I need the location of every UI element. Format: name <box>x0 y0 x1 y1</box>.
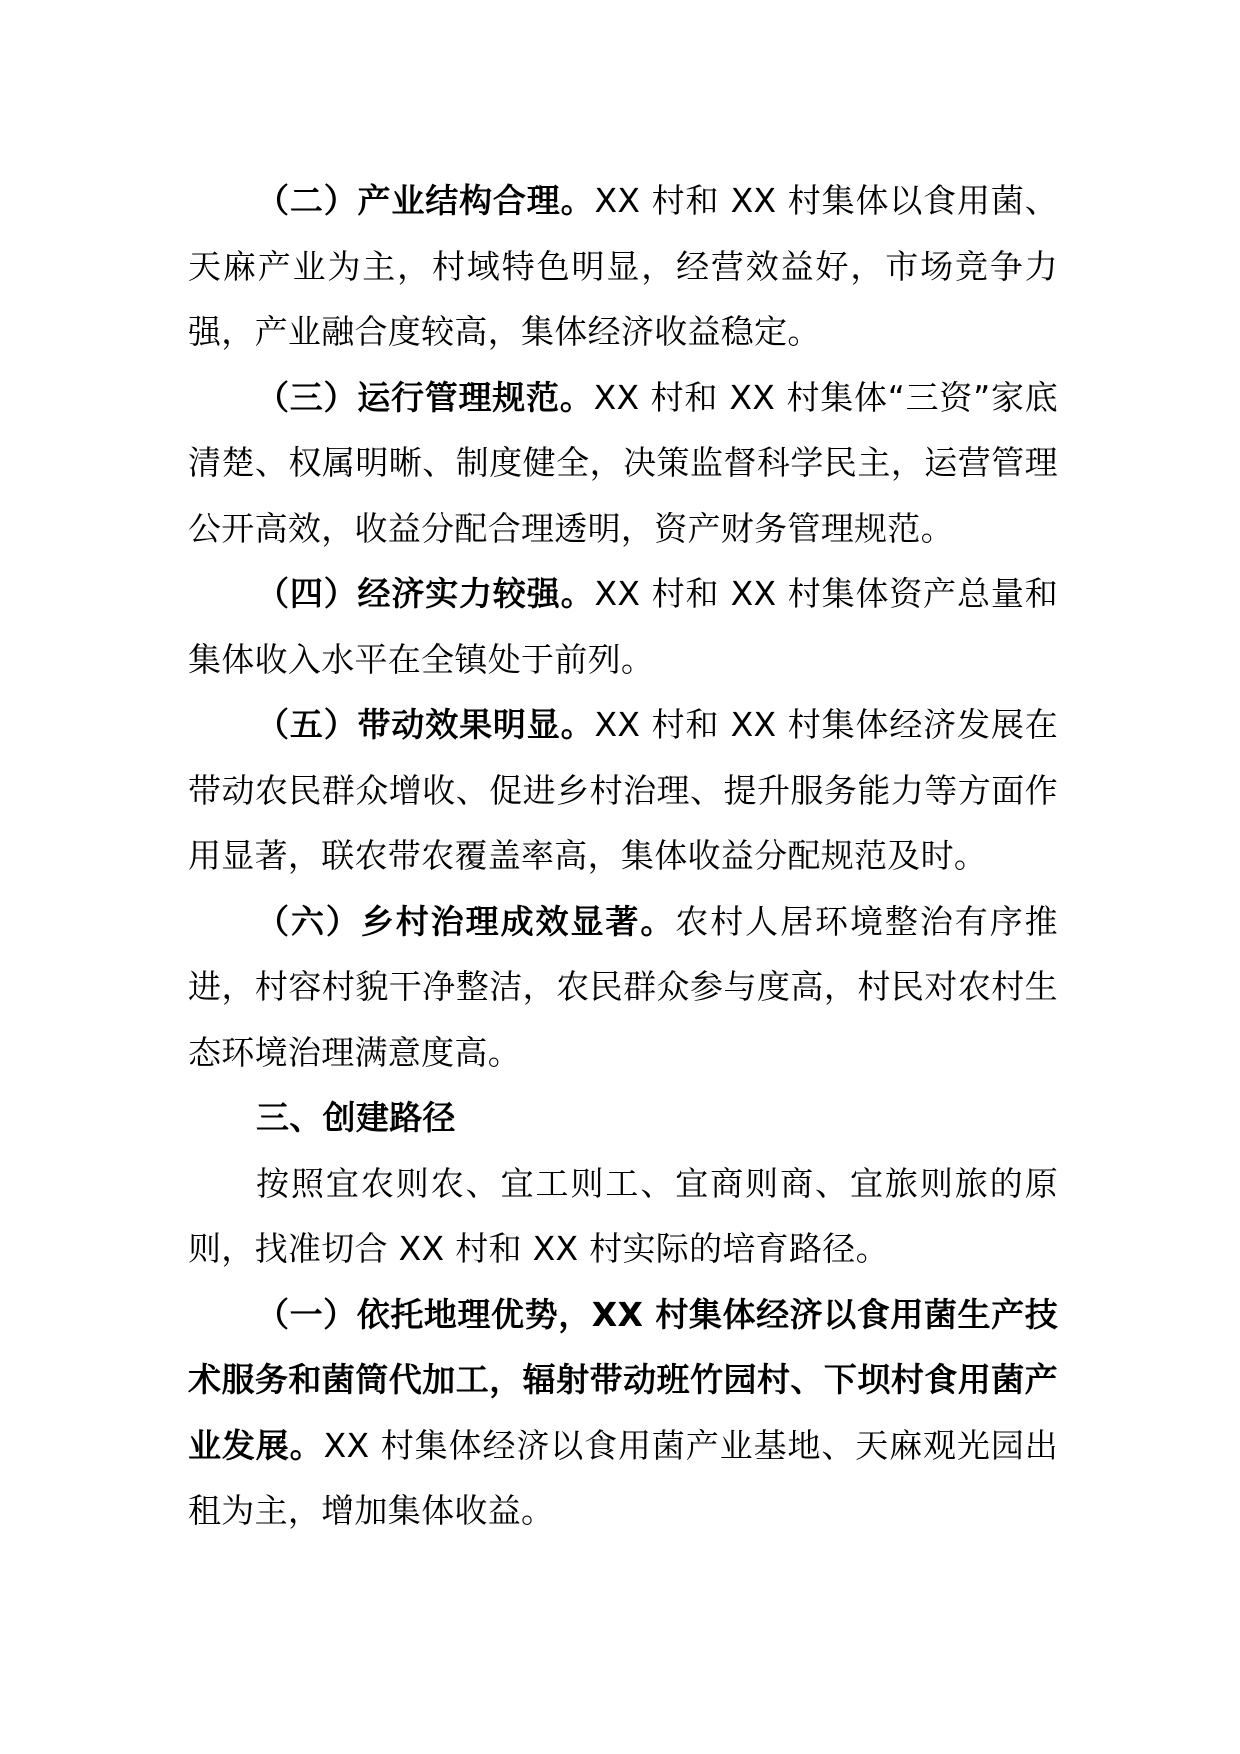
paragraph-body: XX 村和 XX 村集体“三资”家底清楚、权属明晰、制度健全，决策监督科学民主，运营管理公开高效，收益分配合理透明，资产财务管理规范。 <box>188 377 1059 548</box>
paragraph-heading: （六）乡村治理成效显著。 <box>256 901 676 941</box>
paragraph-body: XX 村和 XX 村集体资产总量和集体收入水平在全镇处于前列。 <box>188 574 1059 679</box>
section-heading: 三、创建路径 <box>256 1098 456 1137</box>
paragraph-body: XX 村和 XX 村集体经济发展在带动农民群众增收、促进乡村治理、提升服务能力等方面作用显著，联农带农覆盖率高，集体收益分配规范及时。 <box>188 705 1059 875</box>
section-heading-creation-path <box>188 1085 1058 1151</box>
paragraph-heading: （四）经济实力较强。 <box>256 574 595 613</box>
paragraph-heading: （五）带动效果明显。 <box>256 705 595 744</box>
paragraph-heading: （三）运行管理规范。 <box>256 377 594 417</box>
paragraph-geographic-advantage <box>188 1282 1058 1544</box>
paragraph-body: 农村人居环境整治有序推进，村容村貌干净整洁，农民群众参与度高，村民对农村生态环境治理满意度高。 <box>188 901 1058 1072</box>
paragraph-operation-management <box>188 365 1058 562</box>
paragraph-economic-strength <box>188 561 1058 692</box>
paragraph-rural-governance <box>188 889 1058 1086</box>
document-page <box>188 168 1058 1544</box>
paragraph-principle <box>188 1151 1058 1282</box>
paragraph-industry-structure <box>188 168 1058 365</box>
paragraph-heading: （一）依托地理优势，XX 村集体经济以食用菌生产技术服务和菌筒代加工，辐射带动班竹园村、下坝村食用菌产业发展。 <box>188 1294 1058 1465</box>
paragraph-driving-effect <box>188 692 1058 889</box>
paragraph-body: XX 村集体经济以食用菌产业基地、天麻观光园出租为主，增加集体收益。 <box>188 1425 1059 1530</box>
paragraph-body: XX 村和 XX 村集体以食用菌、天麻产业为主，村域特色明显，经营效益好，市场竞争力强，产业融合度较高，集体经济收益稳定。 <box>188 181 1059 351</box>
paragraph-body: 按照宜农则农、宜工则工、宜商则商、宜旅则旅的原则，找准切合 XX 村和 XX 村实际的培育路径。 <box>188 1163 1058 1268</box>
paragraph-heading: （二）产业结构合理。 <box>256 181 595 220</box>
